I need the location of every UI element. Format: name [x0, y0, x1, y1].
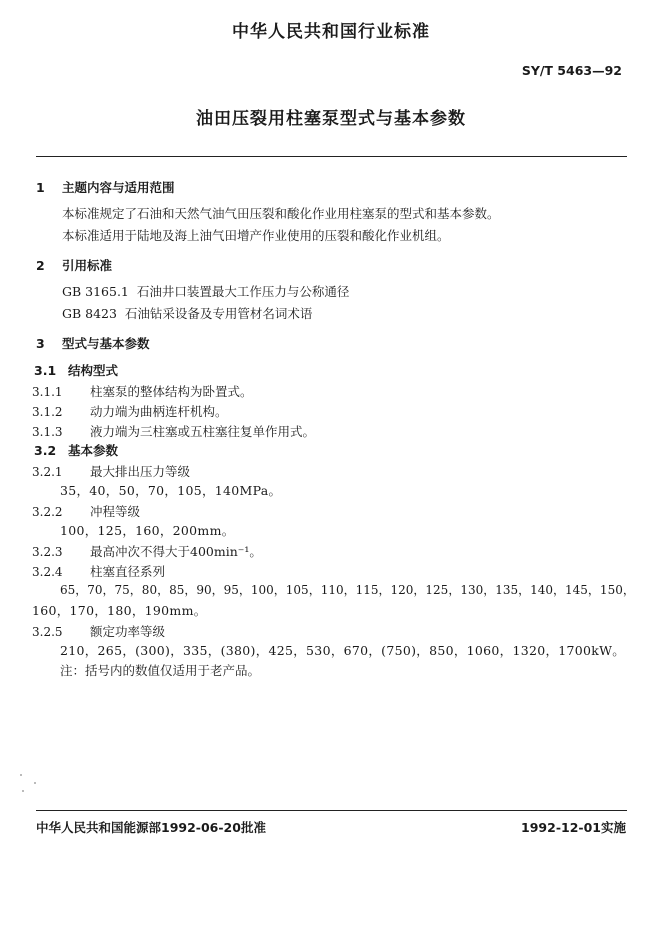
subsection-3-2-heading	[34, 441, 118, 459]
document-title: 油田压裂用柱塞泵型式与基本参数	[196, 109, 466, 129]
clause-item	[32, 501, 140, 520]
section-2-heading	[36, 256, 112, 274]
scan-speck	[20, 774, 22, 776]
clause-text: 液力端为三柱塞或五柱塞往复单作用式。	[90, 424, 316, 439]
standard-category: 中华人民共和国行业标准	[232, 22, 430, 42]
clause-text: 柱塞泵的整体结构为卧置式。	[90, 384, 253, 399]
section-number: 3	[36, 336, 45, 351]
clause-text: 动力端为曲柄连杆机构。	[90, 404, 228, 419]
clause-number: 3.2.2	[32, 505, 63, 519]
note: 注：括号内的数值仅适用于老产品。	[60, 663, 261, 678]
clause-item	[32, 401, 228, 420]
clause-text: 最高冲次不得大于400min⁻¹。	[90, 544, 262, 559]
clause-number: 3.1.2	[32, 405, 63, 419]
top-rule	[36, 156, 627, 157]
paragraph: 本标准适用于陆地及海上油气田增产作业使用的压裂和酸化作业机组。	[62, 228, 450, 243]
reference-code: GB 8423	[62, 306, 117, 321]
scan-speck	[34, 782, 36, 784]
reference-item	[62, 304, 312, 322]
clause-item	[32, 461, 190, 480]
value-list: 35，40，50，70，105，140MPa。	[60, 483, 282, 498]
standard-code: SY/T 5463—92	[521, 63, 622, 78]
section-1-heading	[36, 178, 175, 196]
section-title: 型式与基本参数	[62, 336, 150, 351]
section-3-heading	[36, 334, 150, 352]
clause-text: 冲程等级	[90, 504, 141, 519]
clause-item	[32, 421, 315, 440]
value-list: 210，265，(300)，335，(380)，425，530，670，(750)，850，1060，1320，1700kW。	[60, 643, 626, 658]
section-title: 引用标准	[62, 258, 113, 273]
clause-text: 额定功率等级	[90, 624, 166, 639]
clause-number: 3.2.1	[32, 465, 63, 479]
subsection-title: 基本参数	[68, 443, 119, 458]
section-number: 2	[36, 258, 45, 273]
clause-item	[32, 541, 262, 560]
clause-item	[32, 621, 165, 640]
clause-number: 3.2.5	[32, 625, 63, 639]
bottom-rule	[36, 810, 627, 811]
reference-name: 石油钻采设备及专用管材名词术语	[124, 306, 313, 321]
reference-code: GB 3165.1	[62, 284, 129, 299]
paragraph: 本标准规定了石油和天然气油气田压裂和酸化作业用柱塞泵的型式和基本参数。	[62, 206, 500, 221]
effective-date: 1992-12-01实施	[521, 820, 626, 835]
clause-text: 柱塞直径系列	[90, 564, 166, 579]
section-title: 主题内容与适用范围	[62, 180, 175, 195]
scan-speck	[22, 790, 24, 792]
section-number: 1	[36, 180, 45, 195]
clause-item	[32, 381, 253, 400]
clause-number: 3.2.3	[32, 545, 63, 559]
reference-name: 石油井口装置最大工作压力与公称通径	[136, 284, 350, 299]
clause-number: 3.2.4	[32, 565, 63, 579]
reference-item	[62, 282, 349, 300]
approval-line: 中华人民共和国能源部1992-06-20批准	[36, 820, 266, 835]
subsection-number: 3.2	[34, 443, 57, 458]
subsection-3-1-heading	[34, 361, 118, 379]
subsection-title: 结构型式	[68, 363, 119, 378]
clause-number: 3.1.3	[32, 425, 63, 439]
clause-number: 3.1.1	[32, 385, 63, 399]
subsection-number: 3.1	[34, 363, 57, 378]
value-list: 160，170，180，190mm。	[32, 603, 207, 618]
clause-item	[32, 561, 165, 580]
value-list: 100，125，160，200mm。	[60, 523, 235, 538]
value-list: 65，70，75，80，85，90，95，100，105，110，115，120，125，130，135，140，145，150，	[60, 583, 635, 597]
clause-text: 最大排出压力等级	[90, 464, 191, 479]
